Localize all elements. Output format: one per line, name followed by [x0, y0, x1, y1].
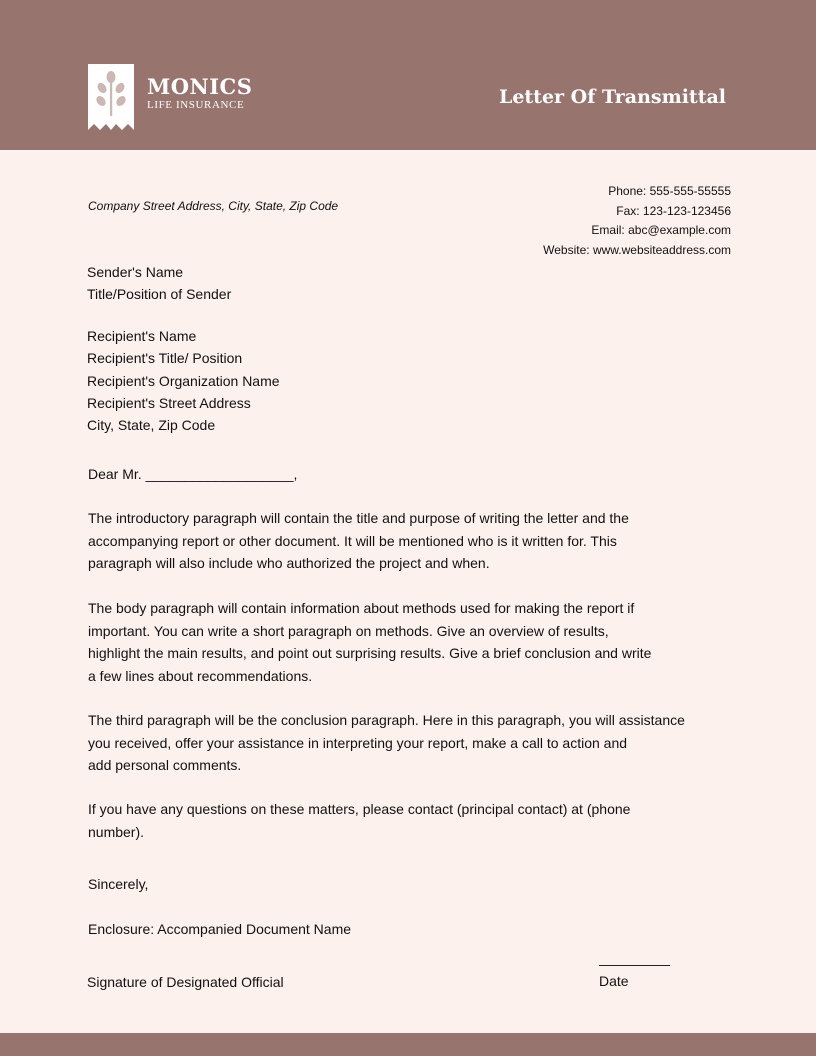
- intro-paragraph: The introductory paragraph will contain the title and purpose of writing the letter and the accompanying report or other document. It will be mentioned who is it written for. This paragraph will also include who authorized the project and when.: [88, 510, 629, 571]
- body-paragraph: The body paragraph will contain information about methods used for making the report if important. You can write a short paragraph on methods. Give an overview of results, highlight the main results, and point out surprising results. Give a brief conclusion and write a few lines about recommendations.: [88, 600, 652, 684]
- website-text: Website: www.websiteaddress.com: [543, 242, 731, 257]
- contact-block: [543, 182, 731, 260]
- date-signature-line: [599, 965, 670, 966]
- footer-band: [0, 1033, 816, 1056]
- sender-block: [87, 261, 231, 306]
- recipient-title: Recipient's Title/ Position: [87, 350, 243, 367]
- date-label: Date: [599, 973, 629, 989]
- tree-logo-icon: [88, 64, 134, 130]
- recipient-organization: Recipient's Organization Name: [87, 372, 280, 389]
- brand-name: MONICS: [147, 74, 253, 99]
- document-title: Letter Of Transmittal: [498, 86, 726, 108]
- enclosure-line: Enclosure: Accompanied Document Name: [88, 921, 352, 937]
- third-paragraph: The third paragraph will be the conclusion paragraph. Here in this paragraph, you will assistance you received, offer your assistance in interpreting your report, make a call to action and add personal comments.: [88, 712, 685, 773]
- sender-title: Title/Position of Sender: [87, 286, 232, 303]
- recipient-street: Recipient's Street Address: [87, 394, 251, 411]
- email-text: Email: abc@example.com: [591, 223, 731, 237]
- closing: Sincerely,: [88, 876, 149, 892]
- sender-name: Sender's Name: [87, 264, 184, 280]
- recipient-city: City, State, Zip Code: [87, 417, 216, 434]
- company-address: Company Street Address, City, State, Zip Code: [88, 199, 339, 213]
- recipient-name: Recipient's Name: [87, 328, 197, 344]
- questions-paragraph: If you have any questions on these matters, please contact (principal contact) at (phone number).: [88, 801, 631, 840]
- recipient-block: [87, 325, 280, 436]
- brand-tagline: LIFE INSURANCE: [147, 99, 245, 111]
- header-band: [0, 0, 816, 150]
- signature-label: Signature of Designated Official: [87, 974, 284, 990]
- phone-text: Phone: 555-555-55555: [608, 184, 731, 198]
- salutation: Dear Mr. ___________________,: [88, 466, 298, 482]
- fax-text: Fax: 123-123-123456: [616, 203, 731, 218]
